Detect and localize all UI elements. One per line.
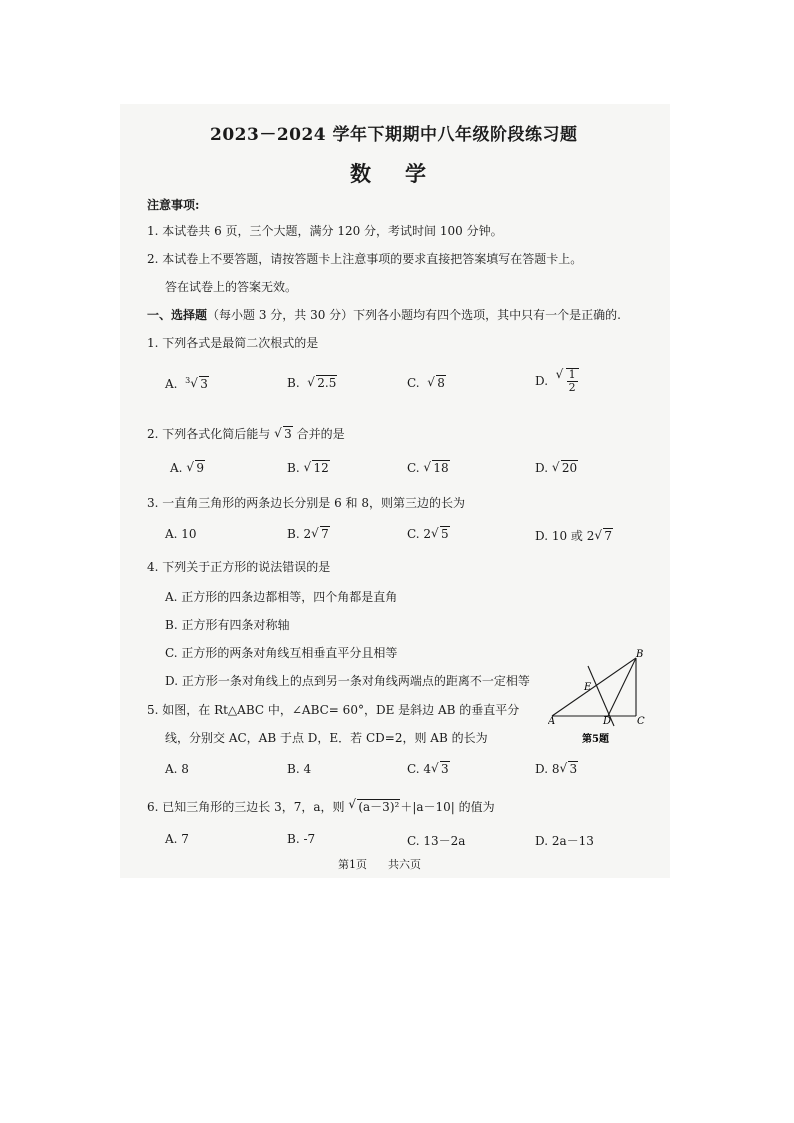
q6-option-c: C. 13－2a (407, 834, 466, 848)
section-desc: （每小题 3 分，共 30 分）下列各小题均有四个选项，其中只有一个是正确的. (207, 308, 621, 322)
q6-stem: 6. 已知三角形的三边长 3，7，a，则 √ (a－3)²＋|a－10| 的值为 (147, 798, 495, 815)
q5-line-1: 5. 如图，在 Rt△ABC 中，∠ABC= 60°，DE 是斜边 AB 的垂直平分 (147, 703, 520, 717)
q1-d-den: 2 (568, 381, 576, 394)
q6-option-a: A. 7 (165, 832, 189, 846)
q6-option-b: B. -7 (287, 832, 316, 846)
label-b: B (636, 649, 644, 660)
q1-c-radical: √ 8 (427, 376, 446, 390)
page-number: 第1页 (338, 858, 367, 871)
q6-option-d: D. 2a－13 (535, 834, 594, 848)
q2-stem: 2. 下列各式化简后能与 √ 3 合并的是 (147, 425, 345, 442)
q2-option-c: C. √ 18 (407, 461, 450, 475)
q5-option-b: B. 4 (287, 762, 312, 776)
side-ab (552, 658, 636, 716)
q3-option-d: D. 10 或 2√ 7 (535, 527, 613, 544)
q2-stem-radical: √ 3 (274, 427, 293, 441)
section-heading (147, 306, 621, 323)
q4-option-b: B. 正方形有四条对称轴 (165, 618, 290, 632)
q5-figure (548, 646, 648, 746)
q1-a-radical: √ 3 (190, 377, 209, 391)
q5-line-2: 线，分别交 AC，AB 于点 D，E．若 CD=2，则 AB 的长为 (165, 731, 488, 745)
q6-stem-radical: √ (a－3)² (348, 798, 400, 815)
q5-option-d: D. 8√ 3 (535, 762, 578, 776)
notice-item-2: 2. 本试卷上不要答题，请按答题卡上注意事项的要求直接把答案填写在答题卡上。 (147, 252, 583, 266)
figure-caption: 第5题 (582, 734, 609, 745)
notice-heading: 注意事项: (147, 198, 200, 212)
q1-option-b (287, 376, 337, 390)
q4-option-a: A. 正方形的四条边都相等，四个角都是直角 (165, 590, 398, 604)
segment-bd (608, 658, 636, 716)
q1-b-radical: √ 2.5 (307, 376, 337, 390)
q5-option-c: C. 4√ 3 (407, 762, 450, 776)
subject-title: 数学 (350, 161, 460, 186)
triangle-diagram (548, 646, 648, 746)
q1-c-label: C. (407, 376, 420, 390)
q1-d-label: D. (535, 374, 549, 388)
section-label: 一、选择题 (147, 308, 208, 322)
q1-a-label: A. (165, 377, 178, 391)
q3-option-b: B. 2√ 7 (287, 527, 330, 541)
label-d: D (603, 716, 612, 727)
q2-option-a: A. √ 9 (170, 461, 205, 475)
q1-stem: 1. 下列各式是最简二次根式的是 (147, 336, 319, 350)
q4-stem: 4. 下列关于正方形的说法错误的是 (147, 560, 331, 574)
q1-a-index: 3 (185, 376, 191, 385)
q5-option-a: A. 8 (165, 762, 189, 776)
q1-option-a (165, 376, 209, 391)
notice-item-1: 1. 本试卷共 6 页，三个大题，满分 120 分，考试时间 100 分钟。 (147, 224, 503, 238)
q3-option-a: A. 10 (165, 527, 197, 541)
label-e: E (584, 682, 592, 693)
q1-d-num: √ 1 (568, 368, 576, 381)
notice-item-2b: 答在试卷上的答案无效。 (165, 280, 298, 294)
exam-title: 2023－2024 学年下期期中八年级阶段练习题 (210, 125, 578, 145)
scanned-page (120, 104, 670, 878)
q3-stem: 3. 一直角三角形的两条边长分别是 6 和 8，则第三边的长为 (147, 496, 465, 510)
q1-option-d (535, 368, 579, 394)
q3-option-c: C. 2√ 5 (407, 527, 450, 541)
label-c: C (637, 716, 645, 727)
q2-option-b: B. √ 12 (287, 461, 330, 475)
q1-d-radical (556, 368, 579, 394)
label-a: A (548, 716, 556, 727)
page-footer (338, 856, 421, 872)
q2-option-d: D. √ 20 (535, 461, 578, 475)
q1-option-c (407, 376, 446, 390)
page-total: 共六页 (387, 858, 421, 871)
q1-b-label: B. (287, 376, 300, 390)
q4-option-d: D. 正方形一条对角线上的点到另一条对角线两端点的距离不一定相等 (165, 674, 530, 688)
q4-option-c: C. 正方形的两条对角线互相垂直平分且相等 (165, 646, 398, 660)
